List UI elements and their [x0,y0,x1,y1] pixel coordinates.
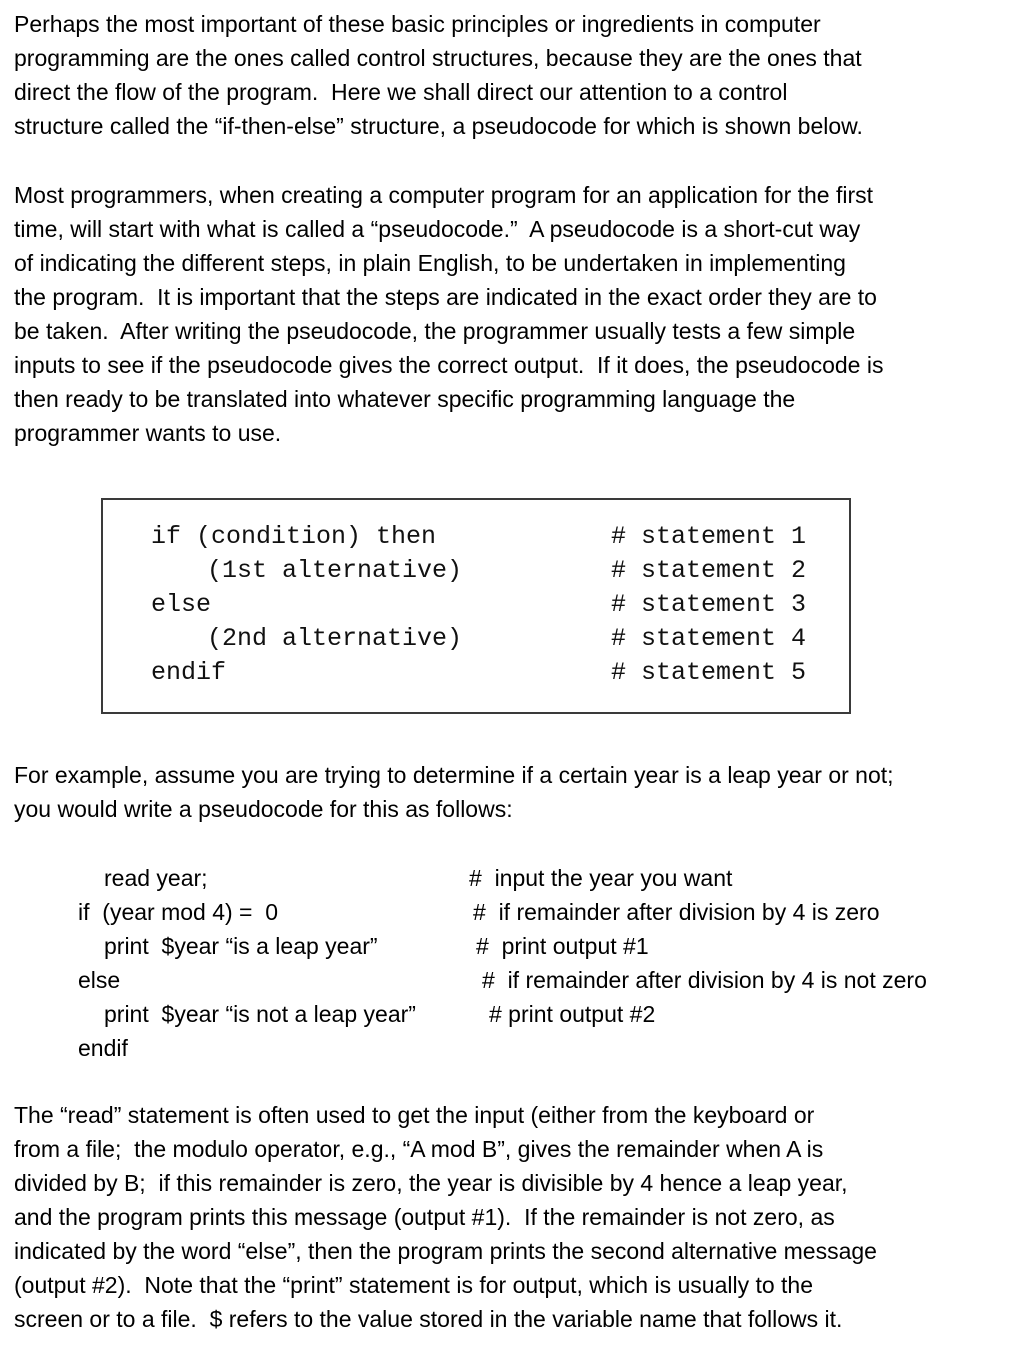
paragraph-line: time, will start with what is called a “pseudocode.” A pseudocode is a short-cut way [14,216,861,242]
paragraph-line: direct the flow of the program. Here we shall direct our attention to a control [14,79,788,105]
paragraph-line: be taken. After writing the pseudocode, the programmer usually tests a few simple [14,318,856,344]
pseudocode-line: if (year mod 4) = 0 [78,899,279,925]
code-line: else [151,590,212,619]
pseudocode-comment: # if remainder after division by 4 is zero [473,899,880,925]
paragraph-line: and the program prints this message (output #1). If the remainder is not zero, as [14,1204,835,1230]
pseudocode-comment: # print output #1 [476,933,649,959]
code-line: (2nd alternative) [207,624,463,653]
paragraph-line: Most programmers, when creating a computer program for an application for the first [14,182,874,208]
code-comment: # statement 5 [611,658,807,687]
code-comment: # statement 3 [611,590,807,619]
pseudocode-comment: # if remainder after division by 4 is not zero [482,967,927,993]
example-intro-paragraph [14,758,1010,826]
paragraph-line: then ready to be translated into whatever specific programming language the [14,386,796,412]
if-then-else-code-block [101,498,851,714]
code-line: (1st alternative) [207,556,463,585]
pseudocode-line: print $year “is a leap year” [104,933,378,959]
paragraph-line: of indicating the different steps, in plain English, to be undertaken in implementing [14,250,846,276]
paragraph-line: inputs to see if the pseudocode gives the correct output. If it does, the pseudocode is [14,352,884,378]
conclusion-paragraph [14,1098,1010,1336]
code-line: endif [151,658,227,687]
pseudocode-line: print $year “is not a leap year” [104,1001,416,1027]
paragraph-line: programmer wants to use. [14,420,282,446]
leap-year-pseudocode [0,861,1024,1065]
paragraph-line: structure called the “if-then-else” structure, a pseudocode for which is shown below. [14,113,863,139]
code-comment: # statement 4 [611,624,807,653]
pseudocode-line: endif [78,1035,128,1061]
paragraph-line: indicated by the word “else”, then the program prints the second alternative message [14,1238,877,1264]
code-comment: # statement 1 [611,522,807,551]
pseudocode-line: else [78,967,121,993]
paragraph-line: screen or to a file. $ refers to the value stored in the variable name that follows it. [14,1306,843,1332]
code-comment: # statement 2 [611,556,807,585]
paragraph-line: divided by B; if this remainder is zero, the year is divisible by 4 hence a leap year, [14,1170,848,1196]
paragraph-line: the program. It is important that the steps are indicated in the exact order they are to [14,284,877,310]
paragraph-line: (output #2). Note that the “print” statement is for output, which is usually to the [14,1272,814,1298]
paragraph-line: programming are the ones called control structures, because they are the ones that [14,45,862,71]
paragraph-line: you would write a pseudocode for this as follows: [14,796,513,822]
pseudocode-comment: # print output #2 [489,1001,656,1027]
intro-paragraph [14,7,1010,143]
paragraph-line: The “read” statement is often used to get the input (either from the keyboard or [14,1102,815,1128]
pseudocode-explanation-paragraph [14,178,1010,450]
paragraph-line: from a file; the modulo operator, e.g., “A mod B”, gives the remainder when A is [14,1136,824,1162]
code-line: if (condition) then [151,522,437,551]
pseudocode-comment: # input the year you want [469,865,733,891]
paragraph-line: Perhaps the most important of these basic principles or ingredients in computer [14,11,821,37]
pseudocode-line: read year; [104,865,208,891]
paragraph-line: For example, assume you are trying to determine if a certain year is a leap year or not; [14,762,894,788]
